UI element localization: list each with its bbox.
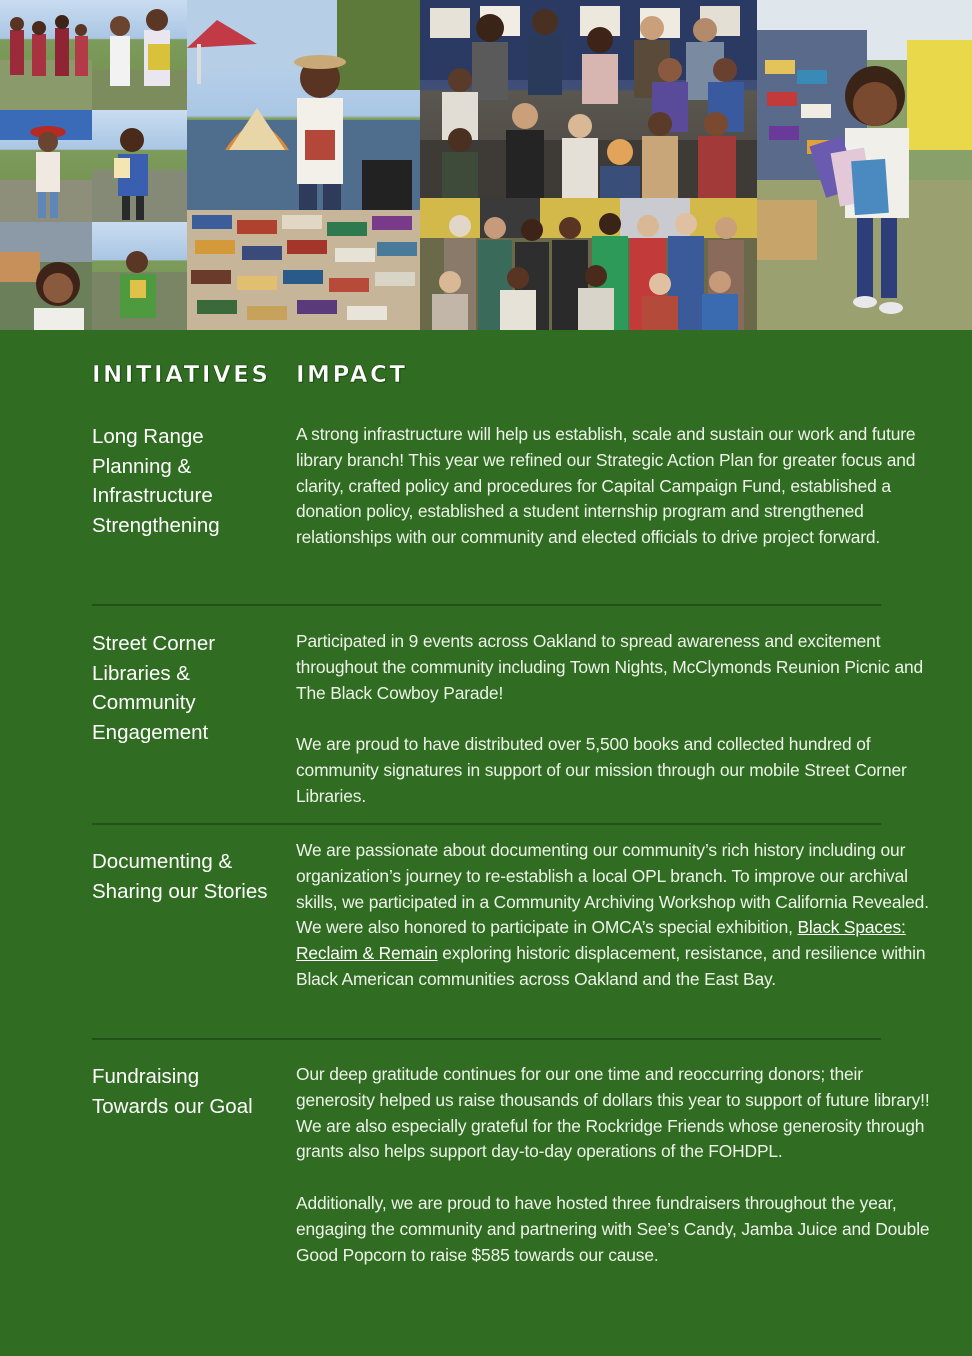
photo-woman-with-fan [187,0,420,330]
photo-kids-singing [92,0,187,110]
photo-smiling-woman [0,222,92,330]
initiative-fundraising: Fundraising Towards our Goal [92,1065,253,1118]
photo-kid-green-shirt [92,222,187,330]
impact-planning [296,422,932,551]
section-divider [92,1038,881,1040]
exhibition-link[interactable]: Black Spaces: Reclaim & Remain [296,917,906,964]
impact-street-corner-libraries [296,629,932,810]
impact-fundraising [296,1062,932,1268]
photo-group-portrait-event [420,198,757,330]
photo-child-with-books [757,0,972,330]
photo-collage [0,0,972,330]
impact-donors-text: Our deep gratitude continues for our one time and reoccurring donors; their generosity helped us raise thousands of dollars this year to support of future library!! We are also especially grateful for the Rockridge Friends whose generosity through grants also helps support day-to-day operations of the FOHDPL. [296,1064,930,1162]
initiative-street-corner-libraries: Street Corner Libraries & Community Engagement [92,632,216,744]
photo-group-portrait-indoor [420,0,757,198]
impact-documenting-text-start: We are passionate about documenting our community’s rich history including our organization’s journey to re-establish a local OPL branch. To improve our archival skills, we participated in a Community Archiving Workshop with California Revealed. We were also honored to participate in OMCA’s special exhibition, [296,840,929,938]
heading-initiatives: INITIATIVES [92,362,271,388]
impact-documenting-text-end: exploring historic displacement, resistance, and resilience within Black American communities across Oakland and the East Bay. [296,943,926,989]
photo-kids-group [0,0,92,110]
heading-impact: IMPACT [296,362,408,388]
impact-books-text: We are proud to have distributed over 5,500 books and collected hundred of community signatures in support of our mission through our mobile Street Corner Libraries. [296,734,907,806]
section-divider [92,604,881,606]
photo-kid-cowboy-hat [0,110,92,222]
photo-kid-with-book [92,110,187,222]
impact-documenting-stories [296,838,932,993]
impact-events-text: Participated in 9 events across Oakland to spread awareness and excitement throughout the community including Town Nights, McClymonds Reunion Picnic and The Black Cowboy Parade! [296,631,924,703]
impact-fundraisers-text: Additionally, we are proud to have hosted three fundraisers throughout the year, engaging the community and partnering with See’s Candy, Jamba Juice and Double Good Popcorn to raise $585 towards our cause. [296,1192,930,1265]
initiative-documenting-stories: Documenting & Sharing our Stories [92,850,268,903]
section-divider [92,823,881,825]
initiative-planning: Long Range Planning & Infrastructure Strengthening [92,425,220,537]
impact-planning-text: A strong infrastructure will help us establish, scale and sustain our work and future library branch! This year we refined our Strategic Action Plan for greater focus and clarity, crafted policy and procedures for Capital Campaign Fund, established a donation policy, established a student internship program and strengthened relationships with our community and elected officials to drive project forward. [296,424,916,548]
impact-documenting-text [296,838,932,993]
